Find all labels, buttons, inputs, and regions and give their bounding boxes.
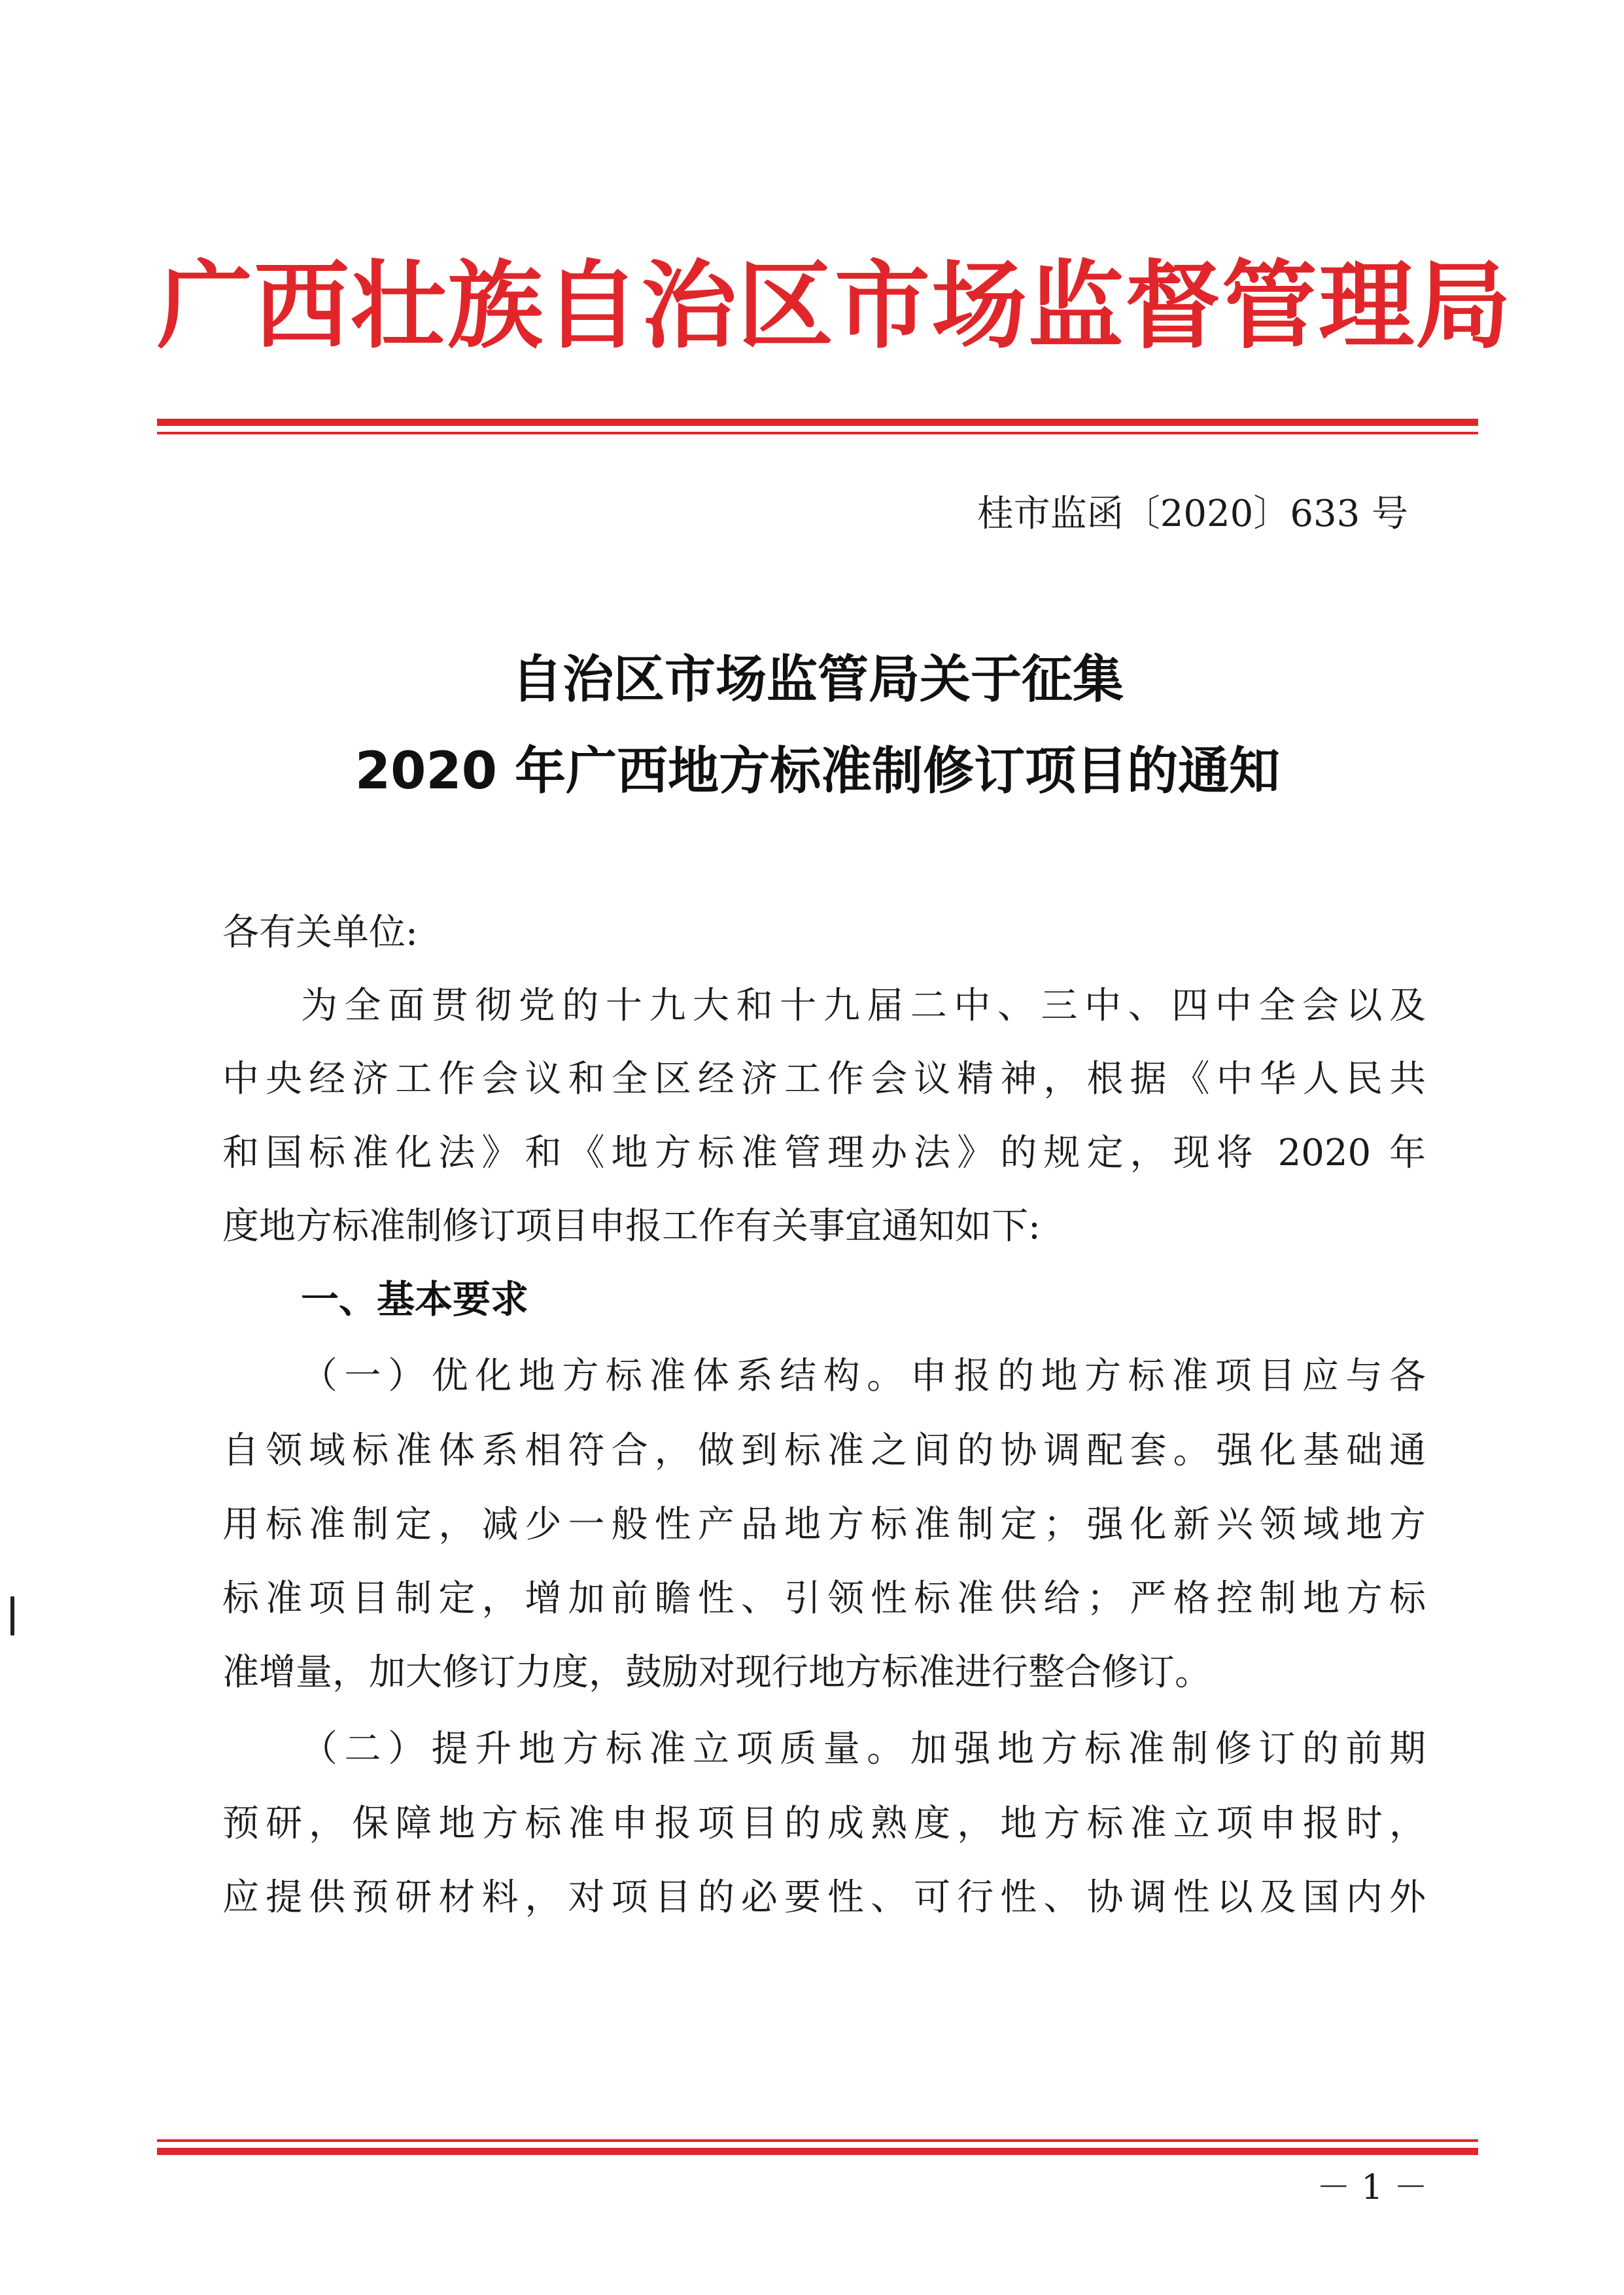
body-paragraph-line: 和国标准化法》和《地方标准管理办法》的规定，现将 2020 年 <box>222 1132 1426 1174</box>
footer-red-rule-thin <box>157 2139 1478 2142</box>
page-number: － 1 － <box>1316 2168 1428 2207</box>
body-paragraph-line: 应提供预研材料，对项目的必要性、可行性、协调性以及国内外 <box>222 1876 1426 1919</box>
body-paragraph-line: 自领域标准体系相符合，做到标准之间的协调配套。强化基础通 <box>222 1429 1426 1472</box>
scan-edge-mark <box>10 1596 14 1636</box>
body-paragraph-line: 标准项目制定，增加前瞻性、引领性标准供给；严格控制地方标 <box>222 1577 1426 1620</box>
body-paragraph-line: 为全面贯彻党的十九大和十九届二中、三中、四中全会以及 <box>301 985 1426 1027</box>
section-heading: 一、基本要求 <box>301 1277 529 1322</box>
body-paragraph-line: 度地方标准制修订项目申报工作有关事宜通知如下: <box>222 1205 1041 1248</box>
body-paragraph-line: （一）优化地方标准体系结构。申报的地方标准项目应与各 <box>301 1355 1426 1397</box>
body-paragraph-line: 准增量，加大修订力度，鼓励对现行地方标准进行整合修订。 <box>222 1651 1211 1694</box>
issuing-organization-header: 广西壮族自治区市场监督管理局 <box>157 250 1512 362</box>
footer-red-rule-thick <box>157 2148 1478 2155</box>
body-paragraph-line: （二）提升地方标准立项质量。加强地方标准制修订的前期 <box>301 1728 1426 1770</box>
body-paragraph-line: 中央经济工作会议和全区经济工作会议精神，根据《中华人民共 <box>222 1058 1426 1100</box>
document-number: 桂市监函〔2020〕633 号 <box>976 493 1408 535</box>
document-title-line-2: 2020 年广西地方标准制修订项目的通知 <box>354 742 1281 801</box>
body-paragraph-line: 预研，保障地方标准申报项目的成熟度，地方标准立项申报时， <box>222 1802 1426 1845</box>
header-red-rule-thin <box>157 432 1478 434</box>
header-red-rule-thick <box>157 419 1478 426</box>
salutation: 各有关单位: <box>222 911 418 954</box>
body-paragraph-line: 用标准制定，减少一般性产品地方标准制定；强化新兴领域地方 <box>222 1503 1426 1546</box>
document-title-line-1: 自治区市场监管局关于征集 <box>511 650 1124 709</box>
